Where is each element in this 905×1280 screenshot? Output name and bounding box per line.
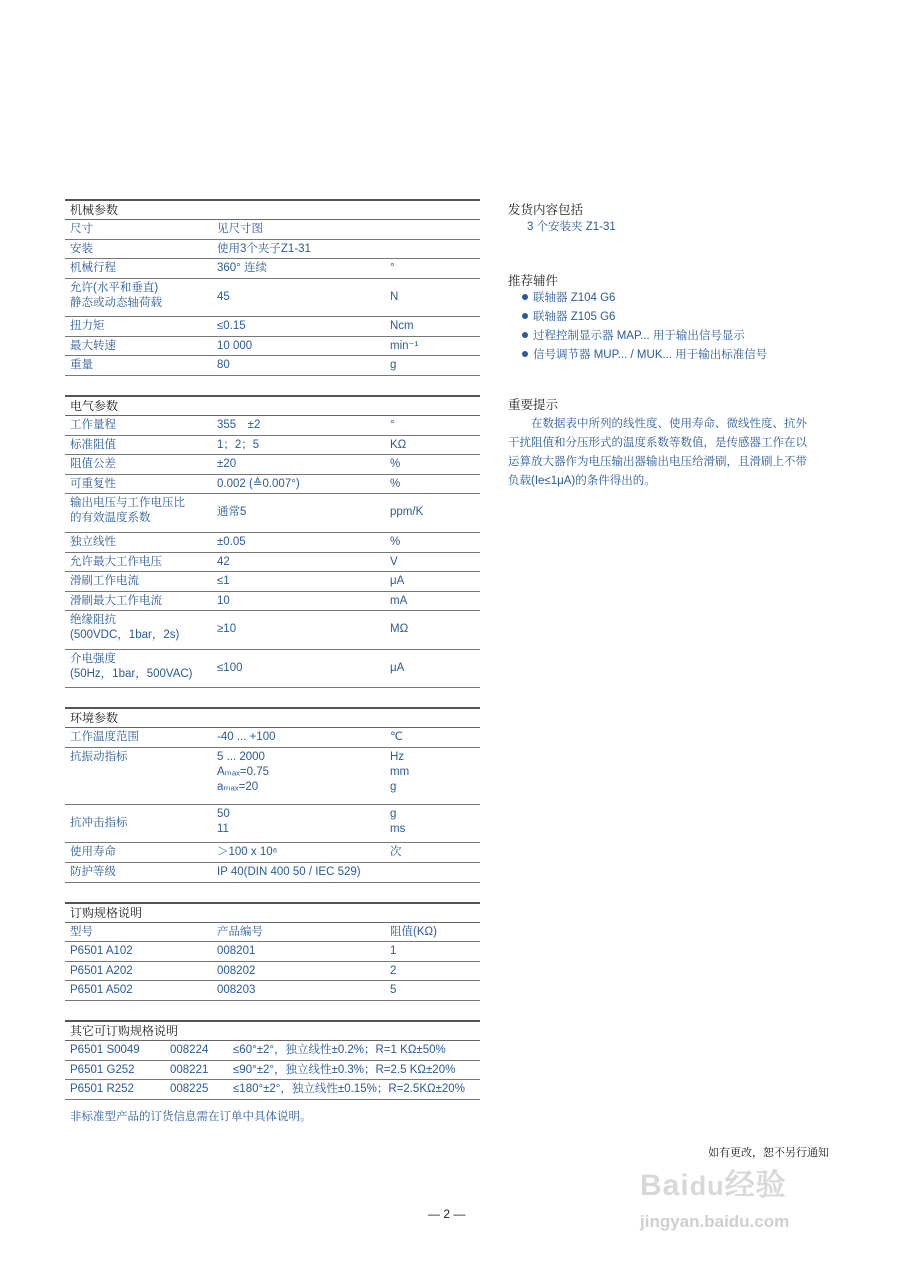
table-cell: 10 — [217, 594, 230, 607]
accessory-item — [508, 346, 808, 365]
table-row — [65, 863, 480, 883]
table-row — [65, 962, 480, 982]
table-row — [65, 611, 480, 650]
accessory-label: 信号调节器 MUP... / MUK... 用于输出标准信号 — [533, 349, 768, 361]
accessory-item — [508, 308, 808, 327]
table-cell: ≤180°±2°，独立线性±0.15%；R=2.5KΩ±20% — [233, 1083, 465, 1096]
spec-section — [65, 902, 480, 1001]
table-row — [65, 981, 480, 1001]
bullet-icon — [522, 351, 528, 357]
table-cell: P6501 A102 — [70, 945, 133, 958]
table-cell: ≤0.15 — [217, 320, 246, 333]
bullet-icon — [522, 332, 528, 338]
table-cell: 绝缘阻抗 (500VDC，1bar，2s) — [70, 614, 180, 642]
section-title: 环境参数 — [65, 707, 480, 728]
table-cell: 5 ... 2000 Aₘₐₓ=0.75 aₘₐₓ=20 — [217, 750, 269, 793]
table-cell: 产品编号 — [217, 925, 263, 938]
table-cell: 008202 — [217, 964, 256, 977]
table-cell: ppm/K — [390, 506, 424, 519]
table-cell: mA — [390, 594, 408, 607]
table-cell: ±20 — [217, 458, 237, 471]
table-cell: 滑刷最大工作电流 — [70, 594, 162, 607]
table-cell: 允许(水平和垂直) 静态或动态轴荷载 — [70, 281, 162, 309]
table-cell: MΩ — [390, 623, 409, 636]
table-row — [65, 553, 480, 573]
notice-text: 在数据表中所列的线性度、使用寿命、微线性度、抗外干扰阻值和分压形式的温度系数等数值，是传感器工作在以运算放大器作为电压输出器输出电压给滑刷，且滑刷上不带负载(Ie≤1μA)的条件得出的。 — [508, 418, 807, 487]
table-cell: 使用寿命 — [70, 846, 116, 859]
accessory-item — [508, 289, 808, 308]
table-cell: 355 ±2 — [217, 419, 261, 432]
table-cell: ≤100 — [217, 661, 243, 674]
table-row — [65, 356, 480, 376]
table-cell: Hz mm g — [390, 750, 410, 793]
table-cell: 42 — [217, 555, 230, 568]
table-row — [65, 843, 480, 863]
table-row — [65, 337, 480, 357]
table-cell: 尺寸 — [70, 223, 93, 235]
table-row — [65, 1061, 480, 1081]
table-cell: 10 000 — [217, 339, 253, 352]
table-cell: 最大转速 — [70, 339, 116, 352]
table-cell: 008221 — [170, 1063, 209, 1076]
spec-section — [65, 707, 480, 882]
table-row — [65, 279, 480, 318]
table-cell: 通常5 — [217, 506, 247, 519]
table-row — [65, 455, 480, 475]
table-cell: % — [390, 535, 401, 548]
notice-title: 重要提示 — [508, 398, 559, 412]
table-cell: 安装 — [70, 242, 93, 255]
table-cell: ±0.05 — [217, 535, 246, 548]
table-cell: 008201 — [217, 945, 256, 958]
table-cell: 5 — [390, 984, 397, 997]
table-cell: 重量 — [70, 359, 93, 372]
table-cell: 阻值公差 — [70, 458, 116, 471]
table-cell: 滑刷工作电流 — [70, 575, 139, 588]
table-cell: P6501 A502 — [70, 984, 133, 997]
table-cell: 1；2；5 — [217, 438, 260, 451]
table-cell: 输出电压与工作电压比 的有效温度系数 — [70, 497, 185, 525]
table-cell: % — [390, 477, 401, 490]
table-cell: 可重复性 — [70, 477, 116, 490]
table-cell: 008203 — [217, 984, 256, 997]
table-cell: V — [390, 555, 398, 568]
table-row — [65, 728, 480, 748]
table-cell: IP 40(DIN 400 50 / IEC 529) — [217, 866, 361, 878]
table-cell: 80 — [217, 359, 230, 372]
table-cell: 见尺寸图 — [217, 223, 263, 235]
accessory-label: 联轴器 Z105 G6 — [533, 311, 616, 323]
table-cell: 45 — [217, 290, 230, 303]
section-title: 电气参数 — [65, 395, 480, 416]
table-cell: 标准阻值 — [70, 438, 116, 451]
watermark-logo: Baidu经验 — [640, 1169, 787, 1202]
table-cell: min⁻¹ — [390, 339, 419, 352]
table-cell: 0.002 (≙0.007°) — [217, 477, 300, 490]
table-cell: ＞100 x 10⁶ — [217, 846, 278, 859]
table-cell: 1 — [390, 945, 397, 958]
table-row — [65, 494, 480, 533]
table-row — [65, 923, 480, 943]
table-cell: Ncm — [390, 320, 414, 333]
table-cell: 机械行程 — [70, 262, 116, 275]
table-row — [65, 240, 480, 260]
table-cell: 008225 — [170, 1083, 209, 1096]
table-cell: 工作温度范围 — [70, 731, 139, 744]
table-row — [65, 220, 480, 240]
table-cell: 型号 — [70, 925, 93, 938]
table-cell: 独立线性 — [70, 535, 116, 548]
table-cell: 次 — [390, 846, 402, 859]
table-row — [65, 259, 480, 279]
table-cell: μA — [390, 661, 405, 674]
table-cell: 工作量程 — [70, 419, 116, 432]
table-row — [65, 416, 480, 436]
table-cell: 允许最大工作电压 — [70, 555, 162, 568]
accessories-title: 推荐辅件 — [508, 274, 559, 288]
accessory-label: 联轴器 Z104 G6 — [533, 292, 616, 304]
accessory-item — [508, 327, 808, 346]
table-cell: ° — [390, 262, 395, 275]
table-cell: ℃ — [390, 731, 403, 744]
spec-section — [65, 199, 480, 376]
table-cell: 2 — [390, 964, 397, 977]
table-row — [65, 748, 480, 805]
table-cell: ° — [390, 419, 395, 432]
table-cell: -40 ... +100 — [217, 731, 276, 744]
table-cell: 抗振动指标 — [70, 750, 128, 763]
table-cell: N — [390, 290, 399, 303]
table-row — [65, 1080, 480, 1100]
table-cell: 防护等级 — [70, 866, 116, 878]
table-cell: ≤1 — [217, 575, 230, 588]
table-row — [65, 317, 480, 337]
table-row — [65, 592, 480, 612]
table-cell: 50 11 — [217, 807, 230, 835]
bullet-icon — [522, 294, 528, 300]
section-title: 其它可订购规格说明 — [65, 1020, 480, 1041]
change-notice: 如有更改，恕不另行通知 — [708, 1147, 829, 1159]
table-cell: 008224 — [170, 1043, 209, 1056]
other-specs-table — [65, 1020, 480, 1100]
table-cell: KΩ — [390, 438, 407, 451]
table-cell: g — [390, 359, 397, 372]
table-cell: P6501 R252 — [70, 1083, 134, 1096]
table-row — [65, 572, 480, 592]
table-cell: 抗冲击指标 — [70, 816, 128, 829]
spec-tables — [65, 199, 480, 1125]
table-cell: 扭力矩 — [70, 320, 105, 333]
table-cell: 阻值(KΩ) — [390, 925, 437, 938]
spec-section — [65, 395, 480, 688]
bullet-icon — [522, 313, 528, 319]
table-cell: 介电强度 (50Hz，1bar，500VAC) — [70, 652, 193, 680]
table-row — [65, 650, 480, 689]
delivery-item: 3 个安装夹 Z1-31 — [527, 221, 616, 233]
table-cell: 360° 连续 — [217, 262, 267, 275]
table-row — [65, 805, 480, 844]
table-row — [65, 533, 480, 553]
table-cell: μA — [390, 575, 405, 588]
section-title: 机械参数 — [65, 199, 480, 220]
table-row — [65, 475, 480, 495]
table-cell: g ms — [390, 807, 406, 835]
table-cell: 使用3个夹子Z1-31 — [217, 242, 311, 255]
delivery-title: 发货内容包括 — [508, 203, 584, 217]
table-row — [65, 436, 480, 456]
accessory-label: 过程控制显示器 MAP... 用于输出信号显示 — [533, 330, 745, 342]
watermark-url: jingyan.baidu.com — [640, 1212, 790, 1231]
table-cell: P6501 G252 — [70, 1063, 135, 1076]
section-title: 订购规格说明 — [65, 902, 480, 923]
table-cell: % — [390, 458, 401, 471]
table-cell: P6501 S0049 — [70, 1043, 140, 1056]
page-number: — 2 — — [428, 1207, 466, 1221]
table-row — [65, 1041, 480, 1061]
table-cell: ≥10 — [217, 623, 237, 636]
table-row — [65, 942, 480, 962]
order-note: 非标准型产品的订货信息需在订单中具体说明。 — [70, 1110, 312, 1123]
table-cell: P6501 A202 — [70, 964, 133, 977]
side-info — [508, 200, 808, 491]
table-cell: ≤90°±2°，独立线性±0.3%；R=2.5 KΩ±20% — [233, 1063, 456, 1076]
table-cell: ≤60°±2°，独立线性±0.2%；R=1 KΩ±50% — [233, 1043, 446, 1056]
